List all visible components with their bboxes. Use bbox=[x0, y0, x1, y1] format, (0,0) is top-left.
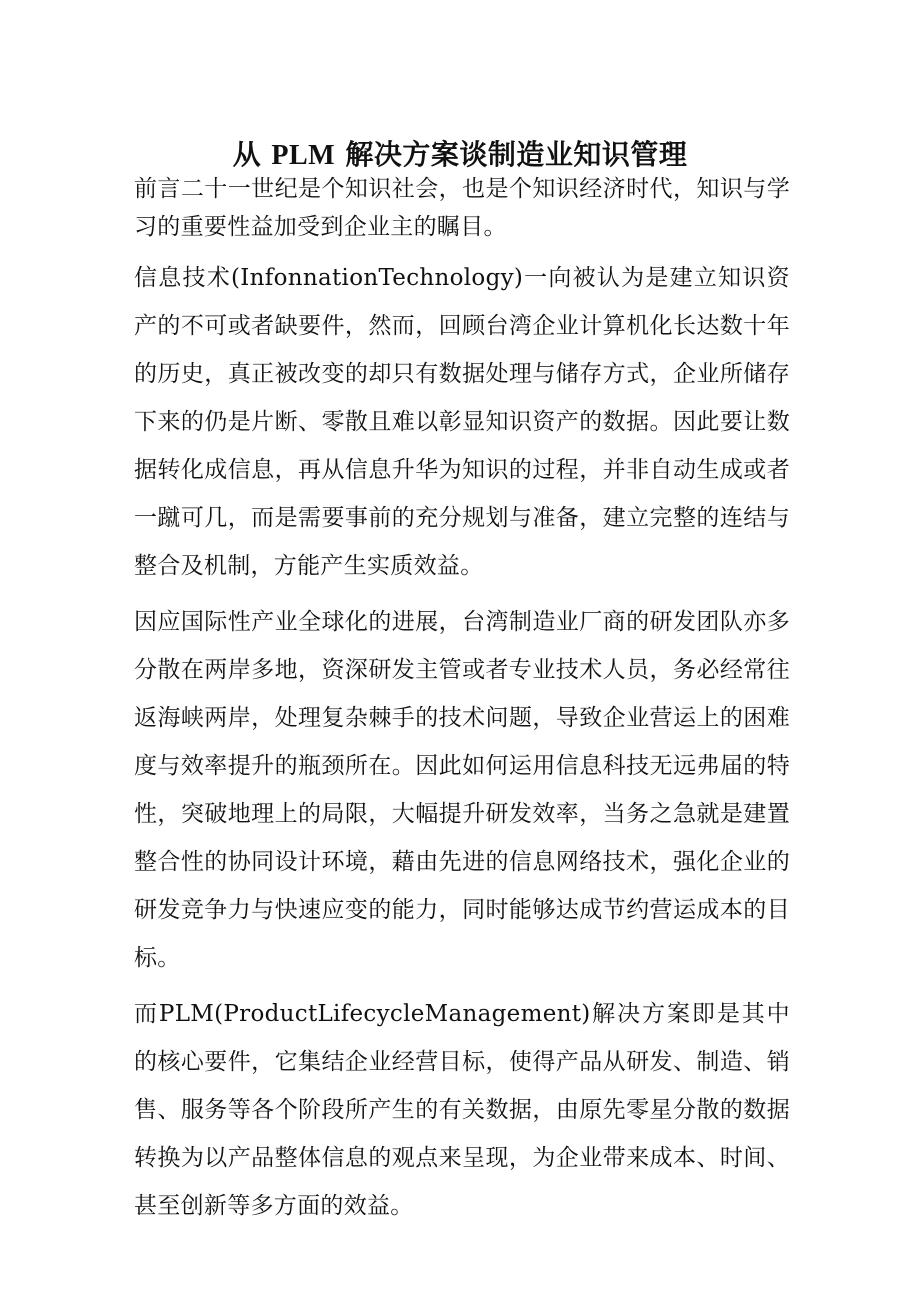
paragraph-plm: 而PLM(ProductLifecycleManagement)解决方案即是其中的核心要件，它集结企业经营目标，使得产品从研发、制造、销售、服务等各个阶段所产生的有关数据，由原先零星分散的数据转换为以产品整体信息的观点来呈现，为企业带来成本、时间、甚至创新等多方面的效益。 bbox=[134, 1001, 790, 1219]
paragraph-information-technology: 信息技术(InfonnationTechnology)一向被认为是建立知识资产的不可或者缺要件，然而，回顾台湾企业计算机化长达数十年的历史，真正被改变的却只有数据处理与储存方式，企业所储存下来的仍是片断、零散且难以彰显知识资产的数据。因此要让数据转化成信息，再从信息升华为知识的过程，并非自动生成或者一蹴可几，而是需要事前的充分规划与准备，建立完整的连结与整合及机制，方能产生实质效益。 bbox=[134, 265, 790, 579]
title-suffix: 解决方案谈制造业知识管理 bbox=[345, 137, 688, 171]
paragraph-intro: 前言二十一世纪是个知识社会，也是个知识经济时代，知识与学习的重要性益加受到企业主的瞩目。 bbox=[134, 176, 790, 240]
paragraph-globalization: 因应国际性产业全球化的进展，台湾制造业厂商的研发团队亦多分散在两岸多地，资深研发主管或者专业技术人员，务必经常往返海峡两岸，处理复杂棘手的技术问题，导致企业营运上的困难度与效率提升的瓶颈所在。因此如何运用信息科技无远弗届的特性，突破地理上的局限，大幅提升研发效率，当务之急就是建置整合性的协同设计环境，藉由先进的信息网络技术，强化企业的研发竞争力与快速应变的能力，同时能够达成节约营运成本的目标。 bbox=[134, 609, 790, 971]
title-acronym: PLM bbox=[271, 139, 336, 171]
title-prefix: 从 bbox=[232, 137, 262, 171]
document-body bbox=[134, 170, 790, 1230]
